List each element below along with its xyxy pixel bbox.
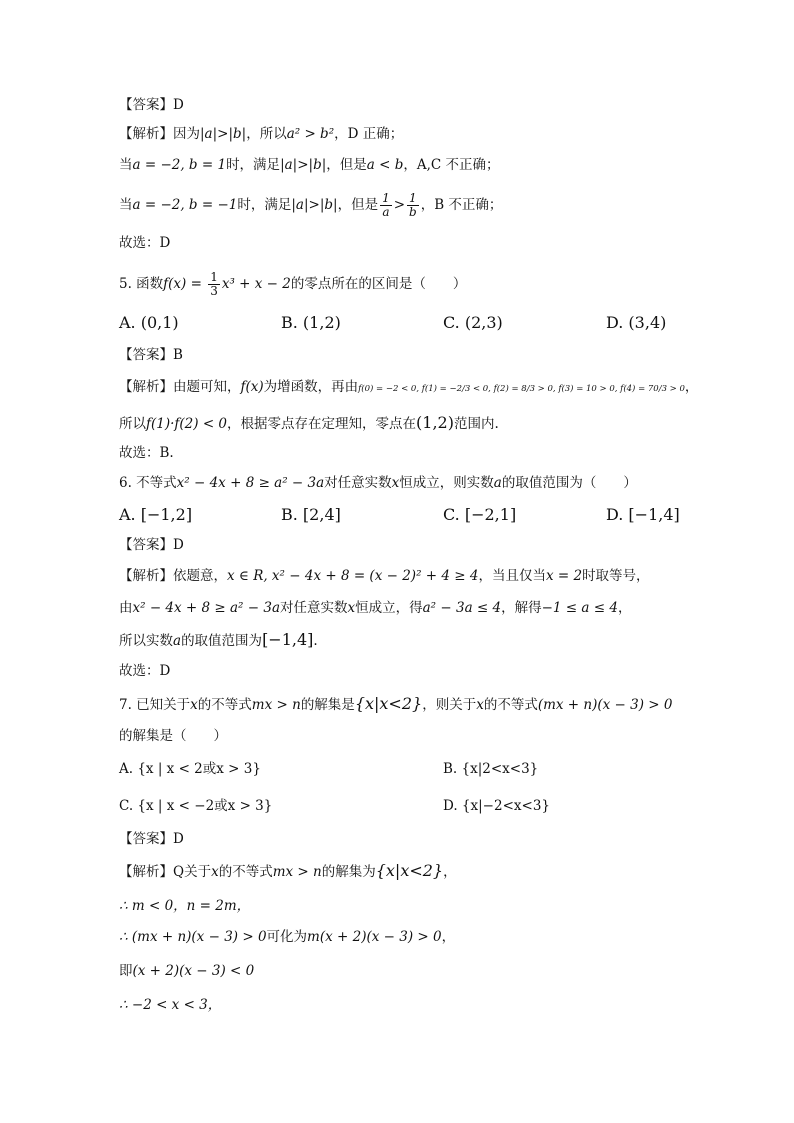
text: 对任意实数 — [324, 475, 392, 491]
math: a = −2, b = −1 — [132, 197, 238, 213]
text: ， — [684, 379, 699, 395]
text: 依题意， — [173, 568, 227, 584]
math: |a|>|b| — [280, 157, 327, 173]
math: x = 2 — [545, 568, 583, 584]
q7-analysis-line3 — [119, 927, 455, 947]
text: 的取值范围为 — [181, 633, 263, 649]
math: x — [211, 864, 219, 880]
math: x — [476, 697, 484, 713]
text: 时，满足 — [226, 157, 281, 173]
q4-analysis-line1 — [119, 124, 403, 144]
text: 时取等号， — [582, 568, 650, 584]
text: ， — [443, 864, 457, 880]
math: f(x) — [240, 379, 264, 395]
fraction-1-over-b: $\frac{1}{b}$ — [409, 191, 417, 219]
math: m(x + 2)(x − 3) > 0 — [307, 929, 442, 945]
math: x² − 4x + 8 ≥ a² − 3a — [132, 600, 280, 616]
text: 所以实数 — [119, 633, 173, 649]
math: a² − 3a ≤ 4 — [422, 600, 502, 616]
text: ，根据零点存在定理知，零点在 — [227, 416, 417, 432]
analysis-label: 【解析】 — [119, 379, 173, 395]
math: x² − 4x + 8 ≥ a² − 3a — [176, 475, 325, 491]
q5-answer: 【答案】B — [119, 347, 183, 363]
q6-answer: 【答案】D — [119, 537, 184, 553]
text: 为增函数，再由 — [263, 379, 359, 395]
text: 即 — [119, 963, 133, 979]
q6-analysis-line1 — [119, 566, 650, 586]
text: 可化为 — [266, 929, 308, 945]
q4-choice: 故选：D — [119, 235, 171, 251]
q7-analysis-line4 — [119, 961, 254, 981]
q6-option-b: B. [2,4] — [281, 505, 341, 524]
q6-option-c: C. [−2,1] — [443, 505, 517, 524]
text: 恒成立，得 — [355, 600, 423, 616]
text: 5. 函数 — [119, 276, 164, 292]
text: 由 — [119, 600, 133, 616]
text: 当 — [119, 157, 133, 173]
q4-answer: 【答案】D — [119, 97, 184, 113]
math: [−1,4] — [262, 630, 314, 649]
text: ，D 正确； — [334, 126, 404, 142]
q4-analysis-line3 — [119, 192, 502, 219]
q7-answer: 【答案】D — [119, 831, 184, 847]
q7-stem-line1 — [119, 694, 672, 715]
math: |a|>|b| — [291, 197, 338, 213]
text: 时，满足 — [237, 197, 292, 213]
q6-option-a: A. [−1,2] — [119, 505, 193, 524]
q6-stem — [119, 473, 637, 493]
analysis-label: 【解析】 — [119, 126, 173, 142]
because-symbol: Q — [173, 864, 185, 880]
math: x³ + x − 2 — [221, 276, 291, 292]
math: (mx + n)(x − 3) > 0 — [537, 697, 673, 713]
text: ，则关于 — [422, 697, 477, 713]
q6-option-d: D. [−1,4] — [606, 505, 680, 524]
math: x — [391, 475, 400, 491]
math: (1,2) — [416, 413, 454, 432]
q7-option-c: C. {x | x < −2或x > 3} — [119, 798, 273, 814]
q7-analysis-line5 — [119, 995, 221, 1015]
q5-option-b: B. (1,2) — [281, 313, 341, 332]
text: 关于 — [184, 864, 212, 880]
math: ∴ m < 0，n = 2m， — [119, 898, 251, 914]
text: 恒成立，则实数 — [399, 475, 494, 491]
math: x — [347, 600, 356, 616]
q7-option-a: A. {x | x < 2或x > 3} — [119, 761, 261, 777]
text: ，当且仅当 — [478, 568, 546, 584]
math: ∴ (mx + n)(x − 3) > 0 — [119, 929, 267, 945]
text: ，B 不正确； — [420, 197, 503, 213]
text: 由题可知， — [173, 379, 241, 395]
q5-stem — [119, 271, 466, 298]
math: a < b — [366, 157, 404, 173]
text: ，但是 — [337, 197, 379, 213]
math: f(x) = — [163, 276, 207, 292]
text: 的解集是 — [300, 697, 355, 713]
q7-option-d: D. {x|−2<x<3} — [443, 798, 550, 814]
q5-option-c: C. (2,3) — [443, 313, 503, 332]
text: ，所以 — [246, 126, 287, 142]
q6-choice: 故选：D — [119, 663, 171, 679]
q5-analysis-line1 — [119, 377, 698, 399]
math: ∴ −2 < x < 3， — [119, 997, 222, 1013]
q7-analysis-line2 — [119, 896, 250, 916]
text: 6. 不等式 — [119, 475, 177, 491]
math: x ∈ R, x² − 4x + 8 = (x − 2)² + 4 ≥ 4 — [227, 568, 479, 584]
q5-option-a: A. (0,1) — [119, 313, 179, 332]
math-small: f(0) = −2 < 0, f(1) = −2/3 < 0, f(2) = 8/3 > 0, f(3) = 10 > 0, f(4) = 70/3 > 0 — [358, 384, 685, 394]
math: mx > n — [251, 697, 301, 713]
analysis-label: 【解析】 — [119, 568, 173, 584]
math: {x|x<2} — [354, 694, 423, 713]
text: 因为 — [173, 126, 200, 142]
math: mx > n — [272, 864, 322, 880]
text: ， — [441, 929, 456, 945]
q7-analysis-line1 — [119, 861, 457, 882]
text: 的不等式 — [218, 864, 273, 880]
text: 所以 — [119, 416, 146, 432]
text: ，但是 — [326, 157, 367, 173]
q7-option-b: B. {x|2<x<3} — [443, 761, 539, 777]
math: a — [493, 475, 502, 491]
q5-analysis-line2 — [119, 413, 499, 434]
text: 的不等式 — [483, 697, 538, 713]
math: |a|>|b| — [200, 126, 247, 142]
math: a² > b² — [286, 126, 335, 142]
text: 对任意实数 — [280, 600, 348, 616]
math: f(1)·f(2) < 0 — [146, 416, 228, 432]
math: x — [190, 697, 198, 713]
q5-option-d: D. (3,4) — [606, 313, 667, 332]
q7-stem-line2: 的解集是（ ） — [119, 728, 227, 744]
text: 的取值范围为（ ） — [501, 475, 637, 491]
math: {x|x<2} — [375, 861, 444, 880]
math: a — [173, 633, 182, 649]
text: ，A,C 不正确； — [403, 157, 500, 173]
q6-analysis-line3 — [119, 630, 318, 651]
text: 范围内. — [453, 416, 499, 432]
text: ，解得 — [501, 600, 542, 616]
text: 的零点所在的区间是（ ） — [290, 276, 467, 292]
text: . — [313, 633, 318, 649]
math: −1 ≤ a ≤ 4 — [541, 600, 618, 616]
q5-choice: 故选：B. — [119, 445, 174, 461]
text: 的解集为 — [321, 864, 376, 880]
text: ， — [617, 600, 632, 616]
fraction-one-third: $\frac{1}{3}$ — [210, 270, 218, 298]
text: 7. 已知关于 — [119, 697, 191, 713]
text: 的不等式 — [197, 697, 252, 713]
analysis-label: 【解析】 — [119, 864, 173, 880]
q6-analysis-line2 — [119, 598, 631, 618]
text: 当 — [119, 197, 133, 213]
math: (x + 2)(x − 3) < 0 — [132, 963, 255, 979]
math: a = −2, b = 1 — [132, 157, 227, 173]
fraction-1-over-a: $\frac{1}{a}$ — [382, 191, 390, 219]
q4-analysis-line2 — [119, 155, 500, 175]
math: > — [393, 197, 406, 213]
